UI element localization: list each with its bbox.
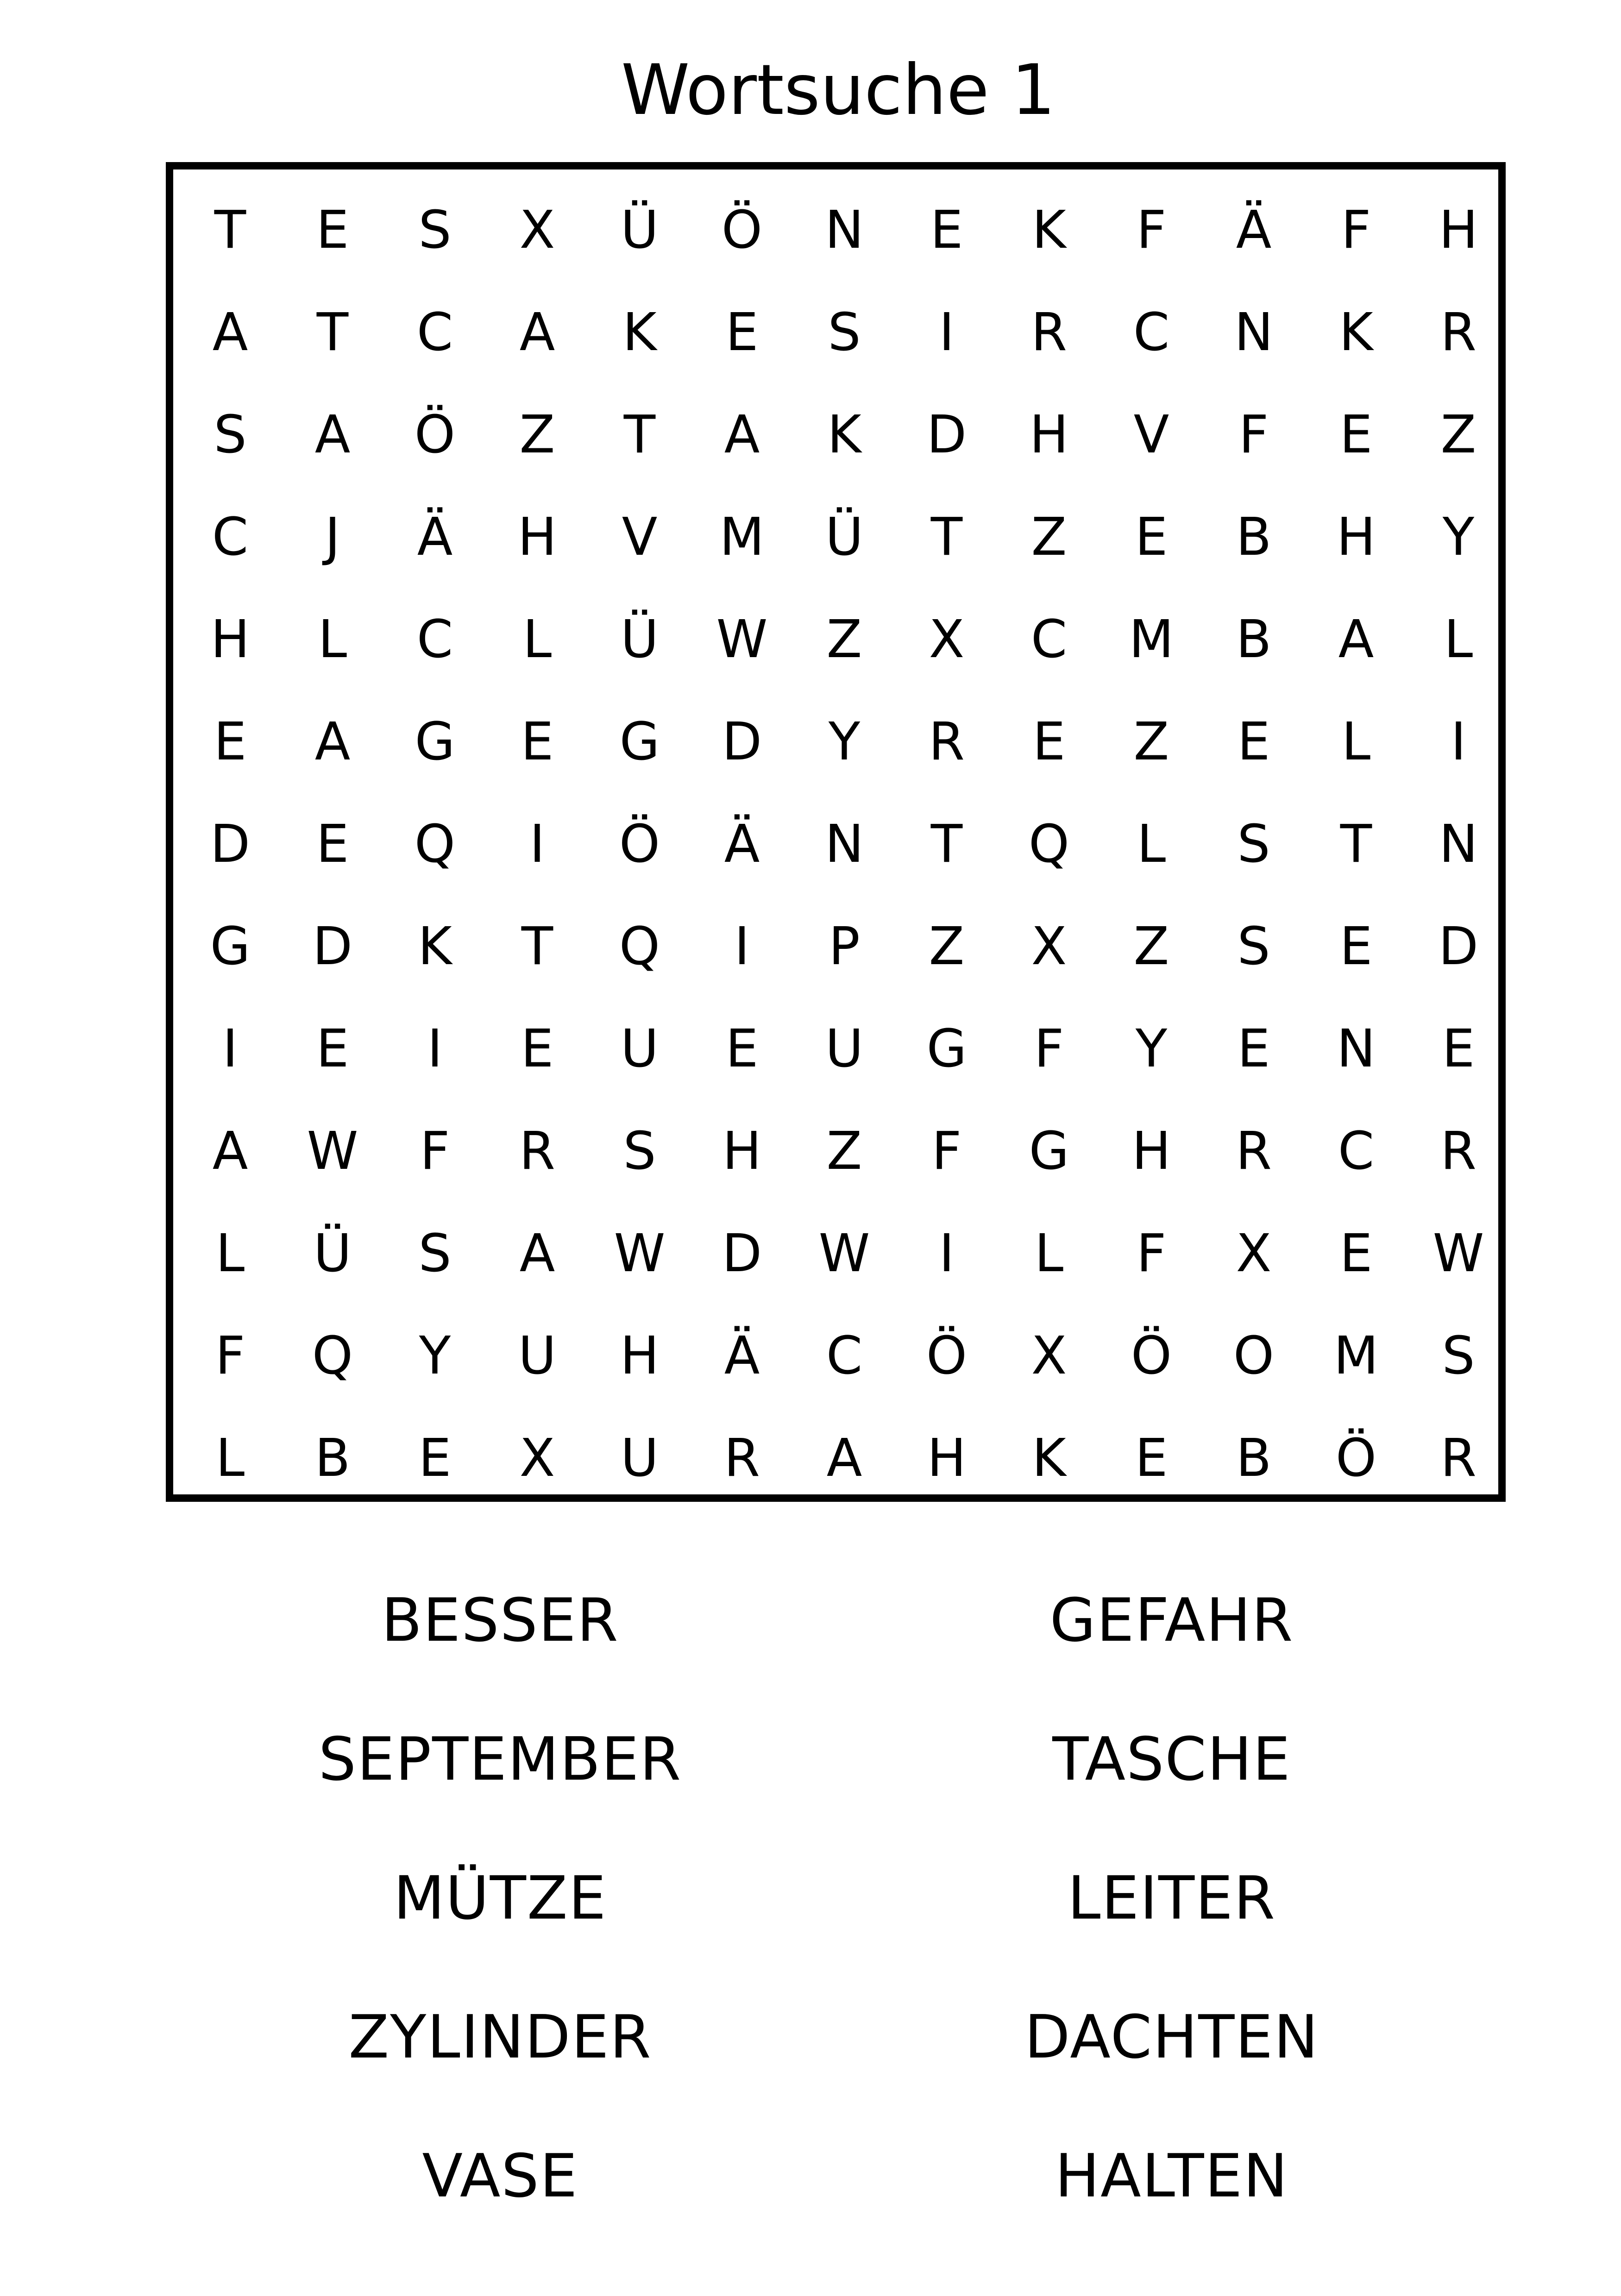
grid-letter: Ö: [414, 405, 456, 465]
page-title: Wortsuche 1: [621, 50, 1056, 131]
grid-letter: E: [316, 814, 349, 874]
grid-letter: Z: [1133, 712, 1169, 772]
grid-letter: S: [623, 1121, 656, 1181]
grid-letter: E: [521, 1019, 554, 1079]
grid-letter: M: [1129, 609, 1174, 670]
grid-letter: E: [930, 200, 963, 260]
grid-letter: Ö: [721, 200, 763, 260]
grid-letter: W: [818, 1223, 870, 1284]
grid-letter: I: [734, 916, 750, 977]
grid-letter: P: [829, 916, 860, 977]
grid-letter: N: [825, 814, 864, 874]
grid-letter: B: [1236, 1428, 1272, 1488]
grid-letter: C: [826, 1326, 863, 1386]
grid-letter: Y: [1442, 507, 1475, 567]
grid-letter: F: [1238, 405, 1269, 465]
grid-letter: X: [1031, 916, 1067, 977]
grid-letter: J: [325, 507, 340, 567]
grid-letter: T: [521, 916, 553, 977]
grid-letter: Ü: [314, 1223, 352, 1284]
grid-letter: F: [215, 1326, 245, 1386]
word-list-item: SEPTEMBER: [318, 1725, 682, 1794]
word-list-item: DACHTEN: [1024, 2003, 1319, 2072]
grid-letter: N: [825, 200, 864, 260]
grid-letter: L: [215, 1428, 245, 1488]
grid-letter: I: [222, 1019, 238, 1079]
grid-letter: B: [314, 1428, 351, 1488]
grid-letter: Z: [519, 405, 555, 465]
grid-letter: L: [215, 1223, 245, 1284]
grid-letter: H: [620, 1326, 660, 1386]
grid-letter: H: [1029, 405, 1069, 465]
grid-letter: Q: [312, 1326, 353, 1386]
grid-letter: K: [1339, 302, 1373, 363]
grid-letter: Z: [826, 1121, 862, 1181]
word-list-item: MÜTZE: [393, 1864, 607, 1933]
grid-letter: D: [1438, 916, 1479, 977]
grid-letter: Ä: [1236, 200, 1272, 260]
grid-letter: K: [622, 302, 657, 363]
grid-letter: S: [418, 200, 452, 260]
grid-letter: S: [1442, 1326, 1475, 1386]
grid-letter: Ö: [1335, 1428, 1377, 1488]
grid-letter: H: [1336, 507, 1376, 567]
grid-letter: R: [929, 712, 965, 772]
grid-letter: Ü: [825, 507, 863, 567]
grid-letter: E: [725, 302, 759, 363]
grid-letter: H: [210, 609, 250, 670]
grid-letter: C: [416, 609, 453, 670]
grid-letter: R: [1440, 302, 1476, 363]
grid-letter: I: [529, 814, 545, 874]
grid-letter: F: [1136, 1223, 1167, 1284]
word-search-grid: [166, 162, 1506, 1502]
grid-letter: E: [1339, 1223, 1373, 1284]
grid-letter: Ä: [417, 507, 453, 567]
grid-letter: C: [1133, 302, 1170, 363]
grid-letter: Q: [1028, 814, 1070, 874]
grid-letter: F: [931, 1121, 962, 1181]
grid-letter: Ö: [926, 1326, 968, 1386]
grid-letter: G: [926, 1019, 967, 1079]
grid-letter: I: [1451, 712, 1466, 772]
grid-letter: S: [1237, 916, 1270, 977]
word-list-item: VASE: [422, 2142, 578, 2211]
grid-letter: W: [1433, 1223, 1484, 1284]
grid-letter: E: [1135, 507, 1168, 567]
grid-letter: X: [1031, 1326, 1067, 1386]
grid-letter: X: [1236, 1223, 1272, 1284]
grid-letter: U: [518, 1326, 556, 1386]
grid-letter: T: [930, 814, 963, 874]
letter-grid: [173, 169, 1498, 1494]
grid-letter: R: [1440, 1428, 1476, 1488]
grid-letter: D: [722, 1223, 762, 1284]
grid-letter: A: [724, 405, 760, 465]
grid-letter: B: [1236, 507, 1272, 567]
grid-letter: O: [1233, 1326, 1275, 1386]
grid-letter: V: [1133, 405, 1169, 465]
grid-letter: E: [725, 1019, 759, 1079]
grid-letter: Ü: [621, 609, 659, 670]
grid-letter: Y: [828, 712, 861, 772]
grid-letter: I: [427, 1019, 443, 1079]
grid-letter: C: [212, 507, 249, 567]
grid-letter: C: [1338, 1121, 1375, 1181]
grid-letter: E: [1442, 1019, 1475, 1079]
grid-letter: X: [519, 200, 555, 260]
grid-letter: R: [519, 1121, 555, 1181]
grid-letter: S: [1237, 814, 1270, 874]
grid-letter: A: [519, 1223, 555, 1284]
grid-letter: Z: [1440, 405, 1476, 465]
grid-letter: D: [926, 405, 967, 465]
word-list-item: HALTEN: [1055, 2142, 1289, 2211]
grid-letter: D: [722, 712, 762, 772]
grid-letter: R: [1236, 1121, 1272, 1181]
grid-letter: H: [927, 1428, 967, 1488]
grid-letter: A: [314, 712, 351, 772]
grid-letter: Y: [1135, 1019, 1168, 1079]
grid-letter: M: [719, 507, 765, 567]
grid-letter: F: [420, 1121, 450, 1181]
grid-letter: L: [1341, 712, 1371, 772]
grid-letter: B: [1236, 609, 1272, 670]
word-list-item: GEFAHR: [1049, 1586, 1294, 1655]
grid-letter: L: [522, 609, 552, 670]
grid-letter: X: [519, 1428, 555, 1488]
grid-letter: E: [316, 1019, 349, 1079]
grid-letter: F: [1341, 200, 1371, 260]
grid-letter: L: [1444, 609, 1473, 670]
grid-letter: A: [1338, 609, 1374, 670]
grid-letter: G: [1029, 1121, 1069, 1181]
grid-letter: A: [212, 1121, 248, 1181]
grid-letter: E: [1339, 916, 1373, 977]
grid-letter: E: [1135, 1428, 1168, 1488]
grid-letter: Z: [1133, 916, 1169, 977]
grid-letter: Q: [619, 916, 660, 977]
grid-letter: A: [314, 405, 351, 465]
grid-letter: X: [929, 609, 965, 670]
grid-letter: G: [415, 712, 455, 772]
grid-letter: C: [1030, 609, 1068, 670]
word-list-item: BESSER: [381, 1586, 619, 1655]
grid-letter: V: [622, 507, 658, 567]
grid-letter: E: [316, 200, 349, 260]
grid-letter: E: [1237, 712, 1270, 772]
grid-letter: Z: [826, 609, 862, 670]
grid-letter: Z: [929, 916, 965, 977]
grid-letter: N: [1439, 814, 1478, 874]
grid-letter: L: [1137, 814, 1166, 874]
grid-letter: U: [621, 1019, 659, 1079]
grid-letter: R: [724, 1428, 760, 1488]
grid-letter: R: [1440, 1121, 1476, 1181]
grid-letter: E: [214, 712, 247, 772]
grid-letter: Q: [414, 814, 456, 874]
grid-letter: F: [1136, 200, 1167, 260]
grid-letter: H: [1131, 1121, 1171, 1181]
grid-letter: E: [1339, 405, 1373, 465]
grid-letter: E: [418, 1428, 452, 1488]
grid-letter: M: [1333, 1326, 1379, 1386]
grid-letter: W: [614, 1223, 666, 1284]
grid-letter: Ü: [621, 200, 659, 260]
grid-letter: F: [1034, 1019, 1064, 1079]
grid-letter: Ä: [724, 814, 760, 874]
grid-letter: W: [307, 1121, 358, 1181]
grid-letter: D: [312, 916, 353, 977]
grid-letter: E: [1237, 1019, 1270, 1079]
grid-letter: T: [623, 405, 656, 465]
grid-letter: G: [210, 916, 251, 977]
grid-letter: U: [825, 1019, 863, 1079]
grid-letter: G: [619, 712, 660, 772]
grid-letter: I: [939, 1223, 955, 1284]
grid-letter: N: [1234, 302, 1273, 363]
grid-letter: S: [418, 1223, 452, 1284]
grid-letter: H: [722, 1121, 762, 1181]
grid-letter: T: [930, 507, 963, 567]
grid-letter: Ö: [619, 814, 660, 874]
grid-letter: L: [318, 609, 347, 670]
grid-letter: S: [828, 302, 861, 363]
grid-letter: K: [418, 916, 452, 977]
grid-letter: L: [1034, 1223, 1064, 1284]
grid-letter: K: [1032, 1428, 1066, 1488]
grid-letter: Y: [419, 1326, 451, 1386]
grid-letter: A: [826, 1428, 862, 1488]
word-list-item: TASCHE: [1052, 1725, 1291, 1794]
grid-letter: N: [1337, 1019, 1376, 1079]
grid-letter: A: [212, 302, 248, 363]
word-list-item: ZYLINDER: [348, 2003, 652, 2072]
grid-letter: C: [416, 302, 453, 363]
grid-letter: T: [1340, 814, 1372, 874]
grid-letter: T: [316, 302, 349, 363]
grid-letter: R: [1031, 302, 1067, 363]
grid-letter: H: [517, 507, 557, 567]
grid-letter: Ä: [724, 1326, 760, 1386]
word-list-item: LEITER: [1068, 1864, 1276, 1933]
grid-letter: H: [1439, 200, 1478, 260]
grid-letter: W: [716, 609, 768, 670]
grid-letter: E: [521, 712, 554, 772]
grid-letter: D: [210, 814, 251, 874]
grid-letter: T: [214, 200, 246, 260]
grid-letter: Ö: [1131, 1326, 1172, 1386]
grid-letter: S: [214, 405, 247, 465]
grid-letter: K: [1032, 200, 1066, 260]
grid-letter: A: [519, 302, 555, 363]
grid-letter: U: [621, 1428, 659, 1488]
grid-letter: Z: [1031, 507, 1067, 567]
grid-letter: I: [939, 302, 955, 363]
grid-letter: E: [1032, 712, 1066, 772]
grid-letter: K: [827, 405, 861, 465]
